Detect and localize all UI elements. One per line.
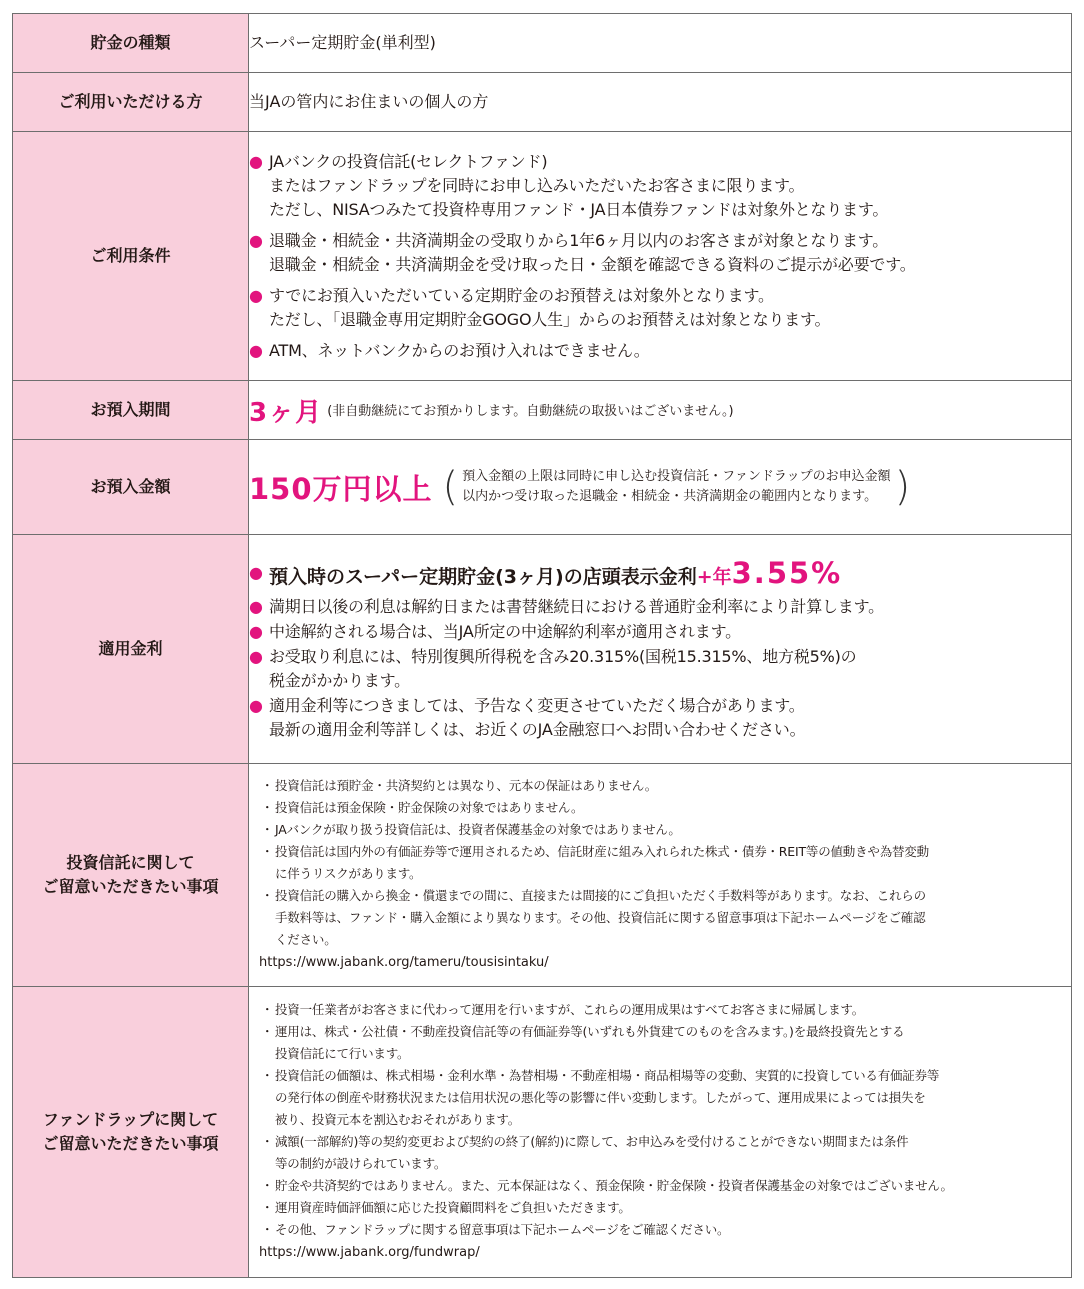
rate-item	[249, 620, 1071, 644]
label-eligible: ご利用いただける方	[13, 73, 249, 132]
condition-line: またはファンドラップを同時にお申し込みいただいたお客さまに限ります。	[269, 175, 805, 195]
condition-line: ● JAバンクの投資信託(セレクトファンド)	[269, 151, 548, 171]
product-spec-table	[12, 13, 1072, 1278]
value-conditions	[249, 132, 1072, 381]
value-eligible: 当JAの管内にお住まいの個人の方	[249, 73, 1072, 132]
row-eligible	[13, 73, 1072, 132]
note-item: ・ 投資信託は預貯金・共済契約とは異なり、元本の保証はありません。	[259, 775, 1071, 797]
condition-line: ただし、「退職金専用定期貯金GOGO人生」からのお預替えは対象となります。	[269, 309, 831, 329]
label-line: ファンドラップに関して	[42, 1110, 219, 1129]
note-item: ・ 運用資産時価評価額に応じた投資顧問料をご負担いただきます。	[259, 1197, 1071, 1219]
label-deposit-type: 貯金の種類	[13, 14, 249, 73]
note-item: ・ 投資信託の価額は、株式相場・金利水準・為替相場・不動産相場・商品相場等の変動、実質的に投資している有価証券等 の発行体の倒産や財務状況または信用状況の悪化等の影響に伴い変動します。したがって、運用成果によっては損失を 被り、投資元本を割込むおそれがあります。	[259, 1065, 1071, 1131]
note-item: ・ 投資信託は預金保険・貯金保険の対象ではありません。	[259, 797, 1071, 819]
rate-item	[249, 645, 1071, 693]
note-item: ・ JAバンクが取り扱う投資信託は、投資者保護基金の対象ではありません。	[259, 819, 1071, 841]
condition-item	[249, 150, 1071, 222]
rate-value: 3.55%	[731, 556, 843, 590]
condition-item	[249, 229, 1071, 277]
condition-line: ● ATM、ネットバンクからのお預け入れはできません。	[269, 340, 650, 360]
amount-value: 150万円以上	[249, 471, 433, 506]
note-item: ・ 減額(一部解約)等の契約変更および契約の終了(解約)に際して、お申込みを受付けることができない期間または条件 等の制約が設けられています。	[259, 1131, 1071, 1175]
label-line: ご留意いただきたい事項	[42, 1134, 219, 1153]
row-wrap-notes	[13, 987, 1072, 1278]
condition-line: ただし、NISAつみたて投資枠専用ファンド・JA日本債券ファンドは対象外となります。	[269, 199, 889, 219]
rate-line: ● 中途解約される場合は、当JA所定の中途解約利率が適用されます。	[269, 622, 741, 641]
row-trust-notes	[13, 764, 1072, 987]
label-rate: 適用金利	[13, 535, 249, 764]
label-period: お預入期間	[13, 381, 249, 440]
note-item: ・ 投資一任業者がお客さまに代わって運用を行いますが、これらの運用成果はすべてお客さまに帰属します。	[259, 999, 1071, 1021]
condition-line: 退職金・相続金・共済満期金を受け取った日・金額を確認できる資料のご提示が必要です。	[269, 254, 916, 274]
condition-item	[249, 284, 1071, 332]
row-period	[13, 381, 1072, 440]
condition-item	[249, 339, 1071, 363]
label-line: ご留意いただきたい事項	[42, 877, 219, 896]
row-deposit-type	[13, 14, 1072, 73]
label-wrap-notes	[13, 987, 249, 1278]
label-amount: お預入金額	[13, 440, 249, 535]
rate-line: ● お受取り利息には、特別復興所得税を含み20.315%(国税15.315%、地方税5%)の	[269, 647, 857, 666]
note-item: ・ 投資信託の購入から換金・償還までの間に、直接または間接的にご負担いただく手数料等があります。なお、これらの 手数料等は、ファンド・購入金額により異なります。その他、投資信託に関する留意事項は下記ホームページをご確認 ください。	[259, 885, 1071, 951]
rate-line: 税金がかかります。	[269, 671, 410, 690]
value-trust-notes	[249, 764, 1072, 987]
value-rate	[249, 535, 1072, 764]
value-period	[249, 381, 1072, 440]
label-line: 投資信託に関して	[66, 853, 195, 872]
paren-close: )	[894, 464, 911, 510]
note-item: ・ 投資信託は国内外の有価証券等で運用されるため、信託財産に組み入れられた株式・債券・REIT等の値動きや為替変動 に伴うリスクがあります。	[259, 841, 1071, 885]
paren-open: (	[442, 464, 459, 510]
value-wrap-notes	[249, 987, 1072, 1278]
condition-line: ● 退職金・相続金・共済満期金の受取りから1年6ヶ月以内のお客さまが対象となります。	[269, 230, 889, 250]
rate-headline-text: 預入時のスーパー定期貯金(3ヶ月)の店頭表示金利	[269, 566, 697, 588]
row-conditions	[13, 132, 1072, 381]
row-amount	[13, 440, 1072, 535]
label-trust-notes	[13, 764, 249, 987]
rate-item	[249, 595, 1071, 619]
label-conditions: ご利用条件	[13, 132, 249, 381]
note-item: ・ 貯金や共済契約ではありません。また、元本保証はなく、預金保険・貯金保険・投資者保護基金の対象ではございません。	[259, 1175, 1071, 1197]
rate-plus: +年	[696, 566, 732, 588]
note-item: ・ その他、ファンドラップに関する留意事項は下記ホームページをご確認ください。	[259, 1219, 1071, 1241]
condition-line: ● すでにお預入いただいている定期貯金のお預替えは対象外となります。	[269, 285, 774, 305]
rate-line: 最新の適用金利等詳しくは、お近くのJA金融窓口へお問い合わせください。	[269, 720, 806, 739]
rate-line: ● 適用金利等につきましては、予告なく変更させていただく場合があります。	[269, 696, 805, 715]
period-note: (非自動継続にてお預かりします。自動継続の取扱いはございません。)	[327, 403, 734, 419]
trust-url-link[interactable]: https://www.jabank.org/tameru/tousisintaku/	[259, 955, 549, 970]
rate-headline	[249, 556, 1071, 594]
value-amount	[249, 440, 1072, 535]
value-deposit-type: スーパー定期貯金(単利型)	[249, 14, 1072, 73]
amount-note	[458, 467, 894, 507]
row-rate	[13, 535, 1072, 764]
period-value: 3ヶ月	[249, 397, 323, 428]
amount-note-line: 預入金額の上限は同時に申し込む投資信託・ファンドラップのお申込金額	[462, 469, 891, 484]
amount-note-line: 以内かつ受け取った退職金・相続金・共済満期金の範囲内となります。	[462, 489, 878, 504]
rate-line: ● 満期日以後の利息は解約日または書替継続日における普通貯金利率により計算します。	[269, 597, 884, 616]
wrap-url-link[interactable]: https://www.jabank.org/fundwrap/	[259, 1245, 480, 1260]
note-item: ・ 運用は、株式・公社債・不動産投資信託等の有価証券等(いずれも外貨建てのものを含みます。)を最終投資先とする 投資信託にて行います。	[259, 1021, 1071, 1065]
rate-item	[249, 694, 1071, 742]
